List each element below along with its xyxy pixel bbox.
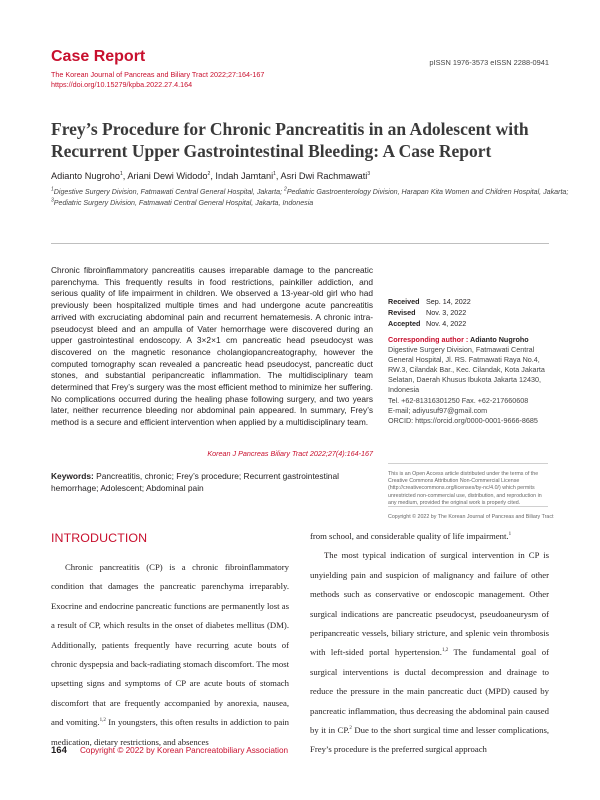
page-number: 164 — [51, 745, 67, 756]
footer-copyright: Copyright © 2022 by Korean Pancreatobiliary Association — [80, 746, 289, 755]
affiliation-mark: 3 — [51, 197, 54, 204]
author-affiliation-mark: 1 — [273, 170, 276, 177]
license-text: This is an Open Access article distributed under the terms of the Creative Commons Attribution Non-Commercial License (http://creativecommons.org/licenses/by-nc/4.0/) which permits unrestricted non-commercial use, distribution, and reproduction in any medium, provided the original work is properly cited. — [388, 471, 542, 506]
article-type-heading: Case Report — [51, 48, 146, 65]
author-list: Adianto Nugroho$^1$, Ariani Dewi Widodo$^2$, Indah Jamtani$^1$, Asri Dwi Rachmawati$^3$ — [51, 170, 371, 181]
article-dates — [388, 296, 471, 329]
body-paragraph: The most typical indication of surgical intervention in CP is unyielding pain and suspicion of malignancy and failure of other methods such as conservative or endoscopic management. Other surgical indications are pancreatic pseudocyst, pseudoaneurysm of peripancreatic vessels, biliary stricture, and splenic vein thrombosis with left-sided portal hypertension.$^{1,2}$ The fundamental goal of surgical interventions is ductal decompression and drainage to reduce the pressure in the main pancreatic duct (MPD) caused by pancreatic inflammation, thus decreasing the abdominal pain caused by it in CP.$^2$ Due to the short surgical time and lesser complications, Frey’s procedure is the preferred surgical approach — [310, 550, 549, 755]
reference-mark: 1,2 — [99, 718, 106, 724]
affiliation-text: Pediatric Gastroenterology Division, Harapan Kita Women and Children Hospital, Jakarta; — [286, 188, 569, 196]
author-name: Indah Jamtani — [215, 171, 274, 181]
date-label: Accepted — [388, 319, 421, 328]
journal-citation-line: The Korean Journal of Pancreas and Biliary Tract 2022;27:164-167 — [51, 70, 265, 79]
body-column-right — [310, 527, 549, 760]
keywords-label: Keywords: — [51, 471, 94, 481]
title-line: Recurrent Upper Gastrointestinal Bleeding: A Case Report — [51, 141, 492, 161]
keywords — [51, 471, 373, 495]
date-label: Received — [388, 297, 420, 306]
issn-line: pISSN 1976-3573 eISSN 2288-0941 — [429, 58, 549, 67]
date-value: Nov. 3, 2022 — [426, 308, 467, 317]
affiliations — [51, 187, 571, 209]
author-affiliation-mark: 2 — [207, 170, 211, 177]
body-column-left — [51, 558, 289, 752]
header-divider — [51, 243, 549, 244]
body-paragraph: Chronic pancreatitis (CP) is a chronic fibroinflammatory condition that damages the pancreatic parenchyma irreparably. Exocrine and endocrine pancreatic functions are permanently lost as a result of CP, which results in the onset of diabetes mellitus (DM). Additionally, patients frequently have recurring acute bouts of chronic dyspepsia and back-radiating stomach discomfort. The most upsetting signs and symptoms of CP are acute bouts of stomach discomfort that are frequently accompanied by anorexia, nausea, and vomiting.$^{1,2}$ In youngsters, this often results in addiction to pain medication, dietary restrictions, and absences — [51, 562, 289, 747]
author-name: Adianto Nugroho — [51, 171, 120, 181]
corresponding-heading: Corresponding author : — [388, 335, 470, 344]
date-row — [388, 296, 471, 307]
date-label: Revised — [388, 308, 416, 317]
reference-mark: 2 — [349, 726, 352, 732]
doi-link[interactable]: https://doi.org/10.15279/kpba.2022.27.4.164 — [51, 80, 193, 89]
abstract-text: Chronic fibroinflammatory pancreatitis causes irreparable damage to the pancreatic parenchyma. This frequently results in food restrictions, painkiller addiction, and serious quality of life impairment in children. We observed a 13-year-old girl who had previously been hospitalized multiple times and had undergone acute pancreatitis arrived with excruciating abdominal pain and recurrent hematemesis. A chronic intra-pseudocyst bleed and an ampulla of Vater hemorrhage were discovered during an upper gastrointestinal endoscopy. A 3×2×1 cm pancreatic head pseudocyst was discovered on the magnetic resonance cholangiopancreatography, however the computed tomography scan revealed a pancreatic head pseudocyst, pancreatic duct stones, and substantial peripancreatic inflammation. The multidisciplinary team determined that Frey’s surgery was the most efficient method to minimize her suffering. No complications occurred during the healing phase following surgery, and two years later, neither recurrence bleeding nor abdominal pain appeared. In summary, Frey’s method is a secure and efficient intervention when applied by a multidisciplinary team. — [51, 265, 373, 428]
corresponding-orcid[interactable]: ORCID: https://orcid.org/0000-0001-9666-8685 — [388, 415, 538, 425]
corresponding-email[interactable]: E-mail; adiyusuf97@gmail.com — [388, 405, 488, 415]
date-value: Sep. 14, 2022 — [426, 297, 471, 306]
title-line: Frey’s Procedure for Chronic Pancreatitis in an Adolescent with — [51, 119, 529, 139]
affiliation-mark: 2 — [284, 186, 287, 193]
date-row — [388, 318, 471, 329]
author-affiliation-mark: 3 — [367, 170, 371, 177]
author-name: Ariani Dewi Widodo — [127, 171, 208, 181]
affiliation-text: Digestive Surgery Division, Fatmawati Central General Hospital, Jakarta; — [53, 188, 285, 196]
sidebar-copyright: Copyright © 2022 by The Korean Journal of Pancreas and Biliary Tract — [388, 514, 554, 520]
article-title — [51, 118, 531, 162]
body-paragraph: from school, and considerable quality of life impairment.$^1$ — [310, 531, 512, 541]
abstract-citation: Korean J Pancreas Biliary Tract 2022;27(4):164-167 — [207, 449, 373, 458]
author-affiliation-mark: 1 — [119, 170, 123, 177]
date-row — [388, 307, 471, 318]
sidebar-divider — [388, 506, 548, 507]
corresponding-author — [388, 335, 558, 426]
corresponding-phone: Tel. +62-81316301250 Fax. +62-217660608 — [388, 395, 529, 405]
reference-mark: 1 — [508, 532, 512, 538]
author-name: Asri Dwi Rachmawati — [280, 171, 368, 181]
affiliation-text: Pediatric Surgery Division, Fatmawati Central General Hospital, Jakarta, Indonesia — [53, 199, 314, 207]
section-heading-introduction: INTRODUCTION — [51, 531, 148, 545]
keywords-text: Pancreatitis, chronic; Frey’s procedure; Recurrent gastrointestinal hemorrhage; Adolescent; Abdominal pain — [51, 471, 339, 493]
corresponding-name: Adianto Nugroho — [470, 335, 529, 344]
corresponding-address: Digestive Surgery Division, Fatmawati Central General Hospital, Jl. RS. Fatmawati Raya No.4, RW.3, Cilandak Bar., Kec. Cilandak, Kota Jakarta Selatan, Daerah Khusus Ibukota Jakarta 12430, Indonesia — [388, 345, 545, 395]
date-value: Nov. 4, 2022 — [426, 319, 467, 328]
affiliation-mark: 1 — [51, 186, 54, 193]
reference-mark: 1,2 — [441, 648, 449, 654]
sidebar-divider — [388, 463, 548, 464]
